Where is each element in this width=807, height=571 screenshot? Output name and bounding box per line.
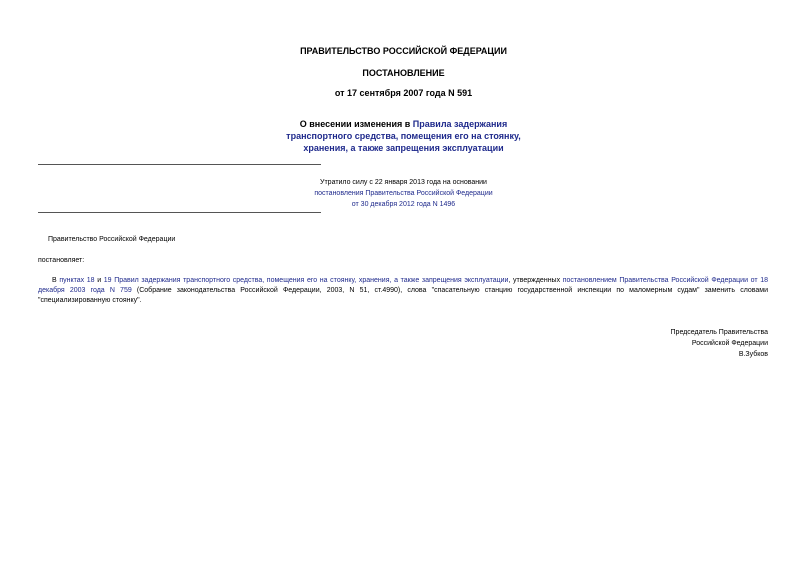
validity-link-line-1: [0, 188, 807, 199]
signatory-name: В.Зубков: [738, 351, 768, 358]
divider-bottom: [38, 212, 321, 213]
resolves-text: постановляет:: [38, 257, 85, 264]
para-link-item-19[interactable]: 19: [103, 277, 112, 284]
repealing-decree-link-1[interactable]: постановления Правительства Российской Федерации: [314, 190, 493, 197]
para-link-item-18[interactable]: пунктах 18: [59, 277, 95, 284]
rules-link-part-2[interactable]: транспортного средства, помещения его на стоянку,: [286, 131, 521, 141]
issuer-text: Правительство Российской Федерации: [48, 236, 176, 243]
document-subject: [0, 118, 807, 154]
para-link-rules[interactable]: Правил задержания транспортного средства, помещения его на стоянку, хранения, а также запрещения эксплуатации: [114, 277, 509, 284]
rules-link-part-3[interactable]: хранения, а также запрещения эксплуатации: [303, 143, 504, 153]
para-link-decree-759[interactable]: постановлением Правительства Российской Федерации от 18 декабря 2003 года N 759: [38, 277, 768, 294]
para-text-1: В: [52, 277, 60, 284]
signature-block: [671, 327, 768, 360]
validity-text: Утратило силу с 22 января 2013 года на основании: [320, 179, 487, 186]
subject-prefix: О внесении изменения в: [299, 119, 413, 129]
rules-link-part-1[interactable]: Правила задержания: [412, 119, 508, 129]
document-date-number: от 17 сентября 2007 года N 591: [334, 88, 473, 98]
subject-line-3: [0, 142, 807, 154]
document-type: ПОСТАНОВЛЕНИЕ: [362, 68, 445, 78]
repealing-decree-link-2[interactable]: от 30 декабря 2012 года N 1496: [351, 201, 456, 208]
para-text-2: и: [94, 277, 104, 284]
para-text-4: , утвержденных: [508, 277, 563, 284]
validity-link-line-2: [0, 199, 807, 210]
subject-line-2: [0, 130, 807, 142]
signatory-position-2: Российской Федерации: [691, 340, 768, 347]
validity-note: [0, 177, 807, 210]
para-text-5: (Собрание законодательства Российской Федерации, 2003, N 51, ст.4990), слова "спасательную станцию государственной инспекции по маломерным судам" заменить словами "специализированную стоянку".: [38, 287, 769, 304]
signatory-position-1: Председатель Правительства: [670, 329, 768, 336]
main-paragraph: [38, 276, 768, 306]
divider-top: [38, 164, 321, 165]
government-title: ПРАВИТЕЛЬСТВО РОССИЙСКОЙ ФЕДЕРАЦИИ: [300, 46, 507, 56]
subject-line-1: [0, 118, 807, 130]
